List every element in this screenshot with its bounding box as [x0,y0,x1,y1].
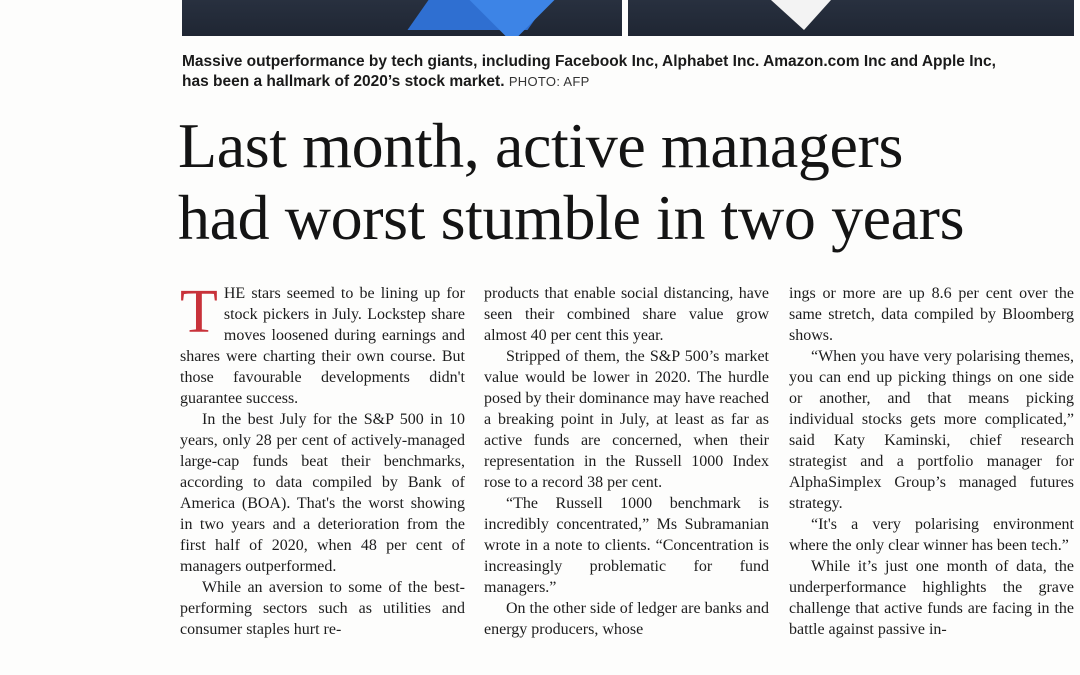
article-column-1 [180,278,465,640]
paragraph: On the other side of ledger are banks and energy producers, whose [484,600,770,638]
headline-line-1: Last month, active managers [178,110,903,181]
paragraph: “It's a very polarising environment where the only clear winner has been tech.” [789,516,1074,554]
paragraph: In the best July for the S&P 500 in 10 years, only 28 per cent of actively-managed large-cap funds beat their benchmarks, according to data compiled by Bank of America (BOA). That's the worst showing in two years and a deterioration from the first half of 2020, when 48 per cent of managers outperformed. [180,411,465,575]
article-photo-right [628,0,1074,36]
article-column-3 [789,283,1074,640]
paragraph: Stripped of them, the S&P 500’s market value would be lower in 2020. The hurdle posed by their dominance may have reached a breaking point in July, at least as far as active funds are concerned, when their representation in the Russell 1000 Index rose to a record 38 per cent. [484,348,769,491]
article-body [0,278,1080,675]
photo-caption [182,52,1002,91]
paragraph: products that enable social distancing, have seen their combined share value grow almost 40 per cent this year. [484,285,769,344]
photo-caption-text: Massive outperformance by tech giants, including Facebook Inc, Alphabet Inc. Amazon.com Inc and Apple Inc, has been a hallmark of 2020’s stock market. [182,53,996,90]
article-headline [178,110,1078,254]
paragraph-text: HE stars seemed to be lining up for stock pickers in July. Lockstep share moves loosened during earnings and shares were charting their own course. But those favourable developments didn't guarantee success. [180,285,465,407]
drop-cap: T [180,278,218,346]
photo-credit: PHOTO: AFP [508,73,590,89]
paragraph [180,278,465,409]
article-column-2 [484,283,769,640]
photo-graphic-shape [738,0,858,30]
paragraph: While an aversion to some of the best-performing sectors such as utilities and consumer staples hurt re- [180,579,465,638]
paragraph: While it’s just one month of data, the underperformance highlights the grave challenge that active funds are facing in the battle against passive in- [789,558,1074,638]
headline-line-2: had worst stumble in two years [178,182,965,253]
paragraph: “When you have very polarising themes, you can end up picking things on one side or another, and that means picking individual stocks gets more complicated,” said Katy Kaminski, chief research strategist and a portfolio manager for AlphaSimplex Group’s managed futures strategy. [789,348,1074,512]
paragraph: “The Russell 1000 benchmark is incredibly concentrated,” Ms Subramanian wrote in a note to clients. “Concentration is increasingly problematic for fund managers.” [484,495,769,596]
article-photo-left [182,0,622,36]
paragraph: ings or more are up 8.6 per cent over the same stretch, data compiled by Bloomberg shows. [789,285,1074,344]
